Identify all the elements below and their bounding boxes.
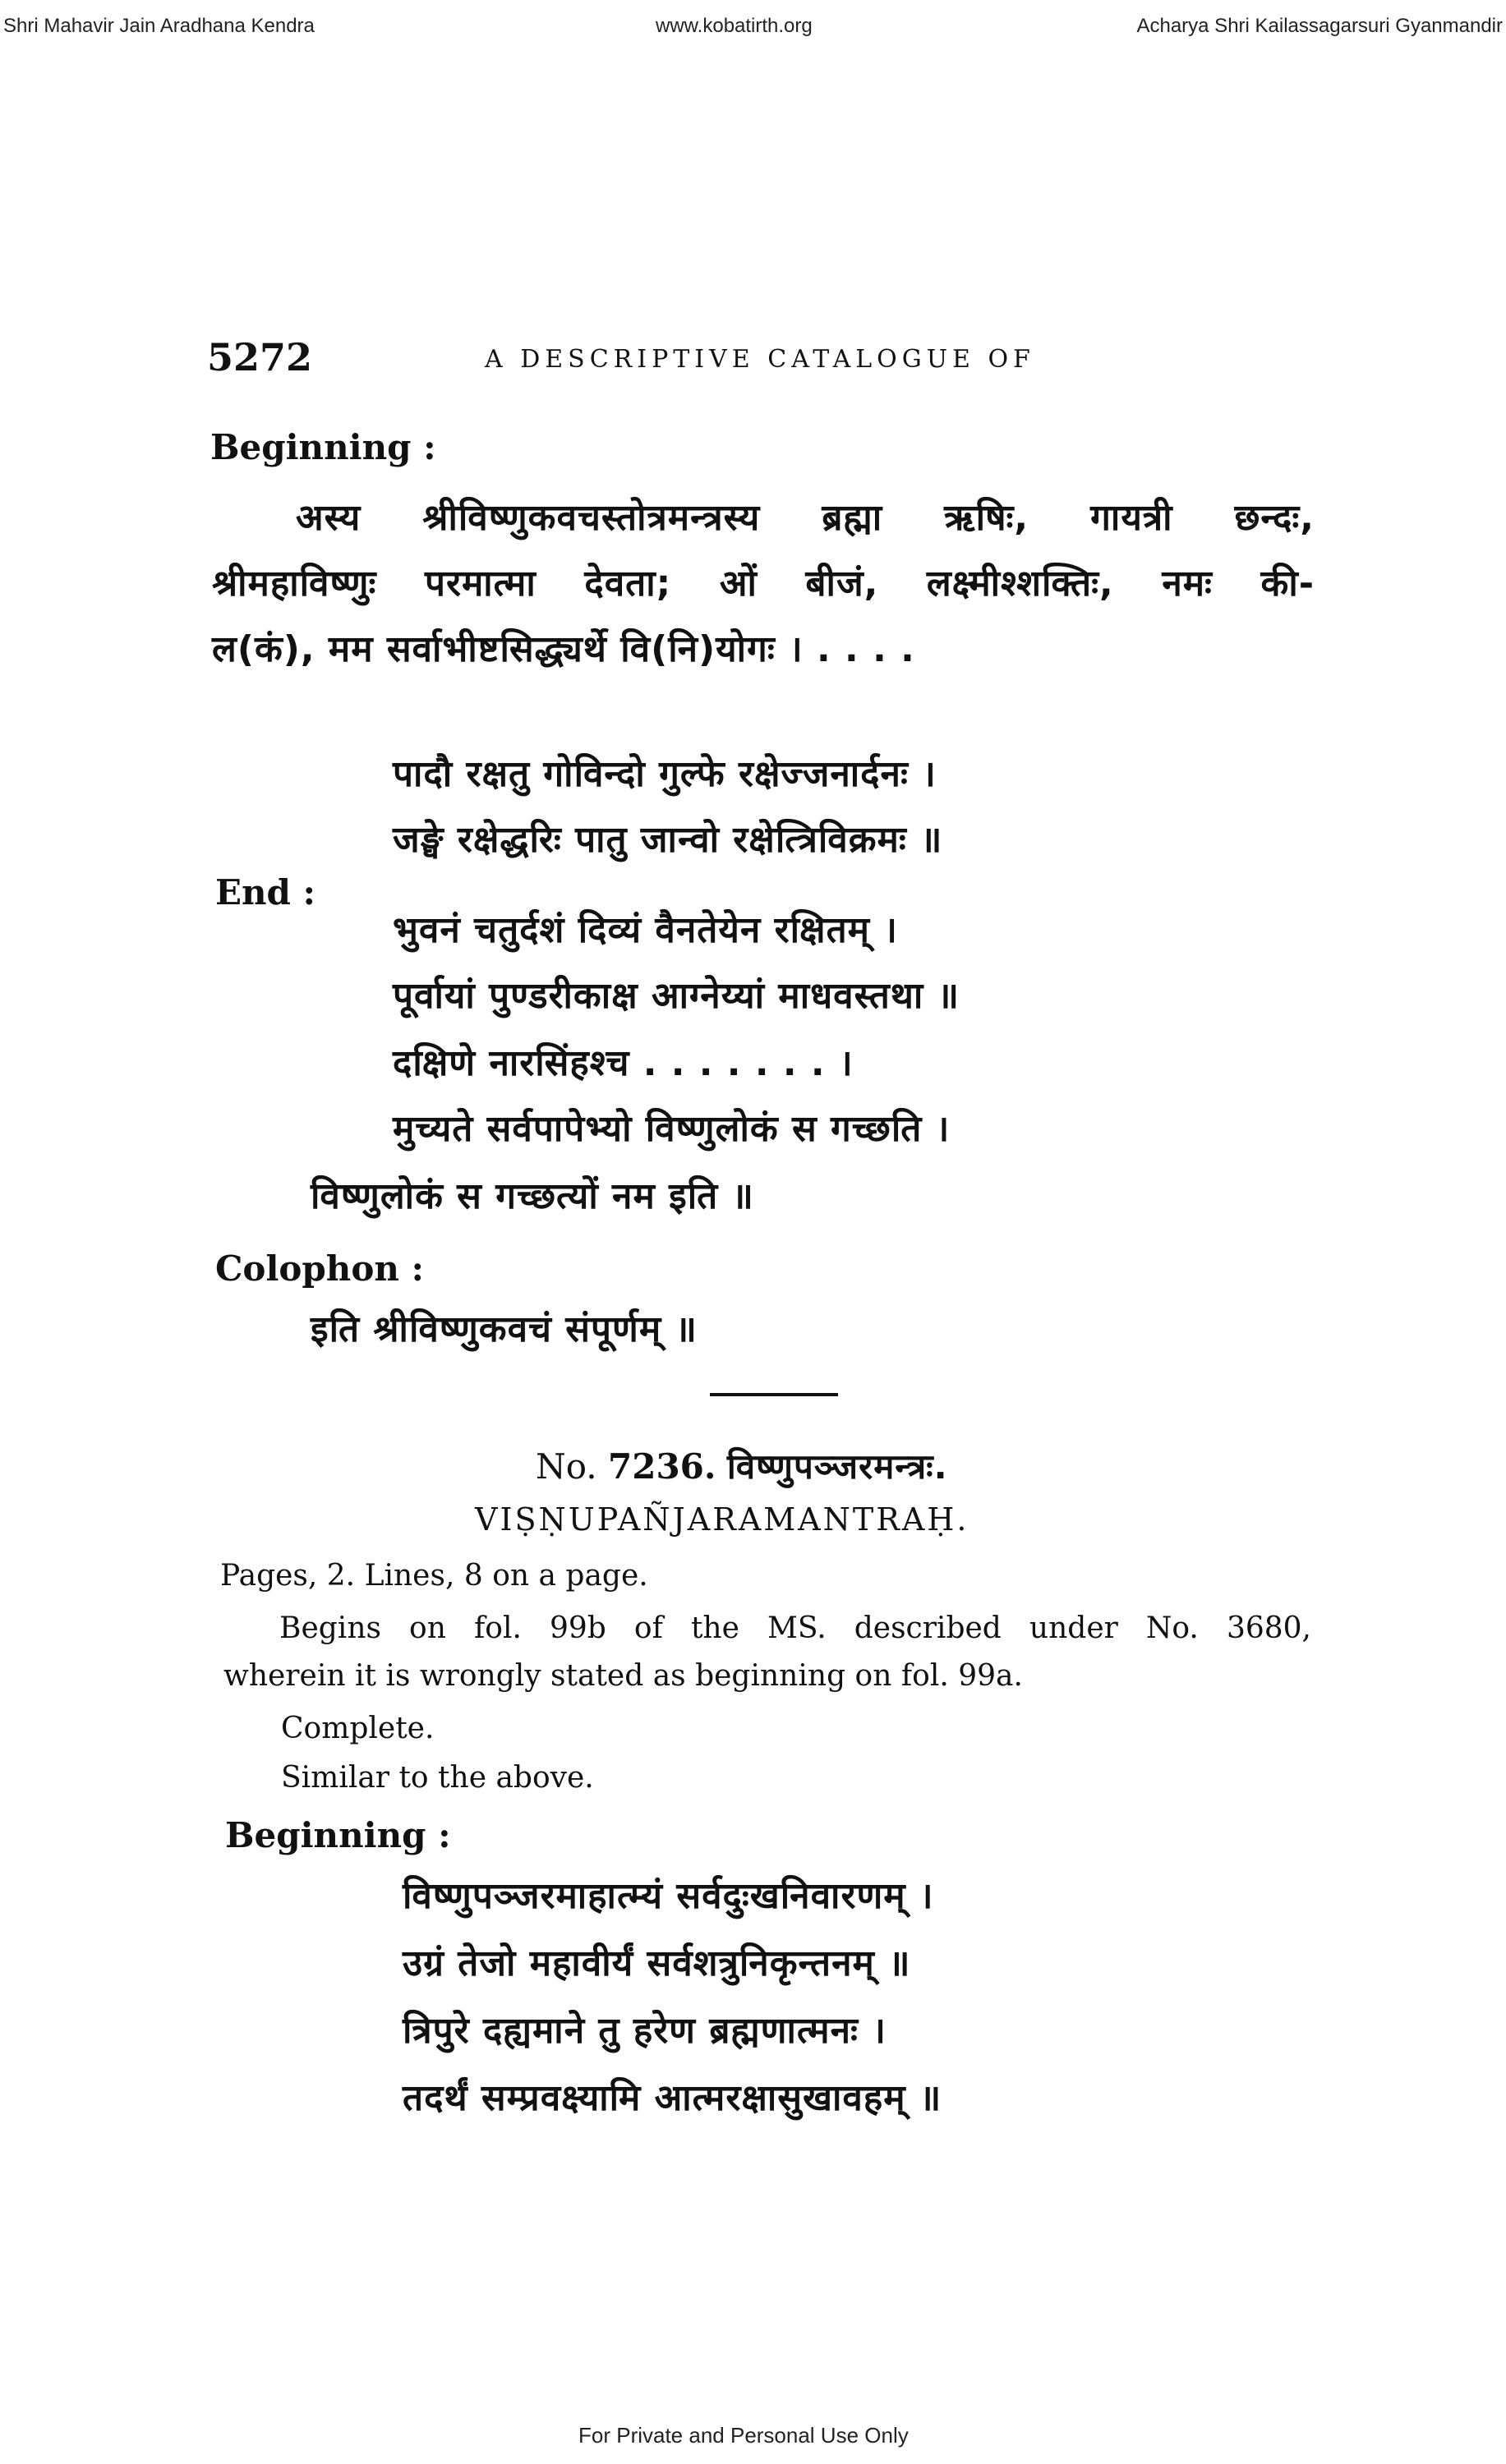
verse-line-6: मुच्यते सर्वपापेभ्यो विष्णुलोकं स गच्छति । bbox=[393, 1108, 951, 1150]
similar-note: Similar to the above. bbox=[281, 1761, 594, 1795]
verse-line-1: पादौ रक्षतु गोविन्दो गुल्फे रक्षेज्जनार्दनः । bbox=[393, 753, 937, 795]
entry-title-devanagari: विष्णुपञ्जरमन्त्रः. bbox=[726, 1446, 948, 1487]
beginning-line-2: श्रीमहाविष्णुः परमात्मा देवता; ओं बीजं, लक्ष्मीश्शक्तिः, नमः की- bbox=[212, 563, 1315, 605]
colophon-label: Colophon : bbox=[215, 1248, 424, 1289]
footer-text: For Private and Personal Use Only bbox=[578, 2423, 909, 2448]
complete-note: Complete. bbox=[281, 1712, 435, 1745]
entry-title-roman: VIṢṆUPAÑJARAMANTRAḤ. bbox=[475, 1501, 969, 1538]
verse-line-3: भुवनं चतुर्दशं दिव्यं वैनतेयेन रक्षितम् । bbox=[393, 909, 898, 951]
verse-line-5: दक्षिणे नारसिंहश्च . . . . . . . । bbox=[393, 1042, 854, 1084]
entry-number-line bbox=[536, 1442, 948, 1489]
header-right-text: Acharya Shri Kailassagarsuri Gyanmandir bbox=[1136, 15, 1503, 37]
entry2-verse-line-2: उग्रं तेजो महावीर्यं सर्वशत्रुनिकृन्तनम् ॥ bbox=[403, 1942, 911, 1984]
beginning-label: Beginning : bbox=[210, 427, 436, 467]
section-divider bbox=[710, 1393, 838, 1396]
verse-line-4: पूर्वायां पुण्डरीकाक्ष आग्नेय्यां माधवस्तथा ॥ bbox=[393, 975, 960, 1017]
description-line-2: wherein it is wrongly stated as beginning on fol. 99a. bbox=[223, 1659, 1023, 1693]
entry2-verse-line-4: तदर्थं सम्प्रवक्ष्यामि आत्मरक्षासुखावहम् ॥ bbox=[403, 2077, 942, 2119]
pages-lines-note: Pages, 2. Lines, 8 on a page. bbox=[220, 1559, 648, 1593]
beginning-line-3: ल(कं), मम सर्वाभीष्टसिद्ध्यर्थे वि(नि)योगः । . . . . bbox=[212, 628, 915, 670]
end-label: End : bbox=[215, 872, 316, 913]
entry-number: 7236. bbox=[608, 1446, 716, 1487]
colophon-text: इति श्रीविष्णुकवचं संपूर्णम् ॥ bbox=[311, 1308, 698, 1350]
entry2-verse-line-3: त्रिपुरे दह्यमाने तु हरेण ब्रह्मणात्मनः । bbox=[403, 2010, 887, 2052]
verse-line-2: जङ्घे रक्षेद्धरिः पातु जान्वो रक्षेत्त्रिविक्रमः ॥ bbox=[393, 819, 943, 861]
entry-number-label: No. bbox=[536, 1446, 597, 1487]
page-number: 5272 bbox=[207, 335, 313, 379]
beginning-line-1: अस्य श्रीविष्णुकवचस्तोत्रमन्त्रस्य ब्रह्मा ऋषिः, गायत्री छन्दः, bbox=[296, 497, 1315, 539]
entry2-verse-line-1: विष्णुपञ्जरमाहात्म्यं सर्वदुःखनिवारणम् । bbox=[403, 1875, 934, 1917]
header-center-url[interactable]: www.kobatirth.org bbox=[656, 15, 813, 37]
description-line-1: Begins on fol. 99b of the MS. described under No. 3680, bbox=[279, 1611, 1311, 1645]
verse-line-7: विष्णुलोकं स गच्छत्यों नम इति ॥ bbox=[311, 1175, 754, 1217]
running-head: A DESCRIPTIVE CATALOGUE OF bbox=[485, 345, 1035, 374]
header-left-text: Shri Mahavir Jain Aradhana Kendra bbox=[3, 15, 315, 37]
beginning-label-2: Beginning : bbox=[225, 1815, 451, 1855]
